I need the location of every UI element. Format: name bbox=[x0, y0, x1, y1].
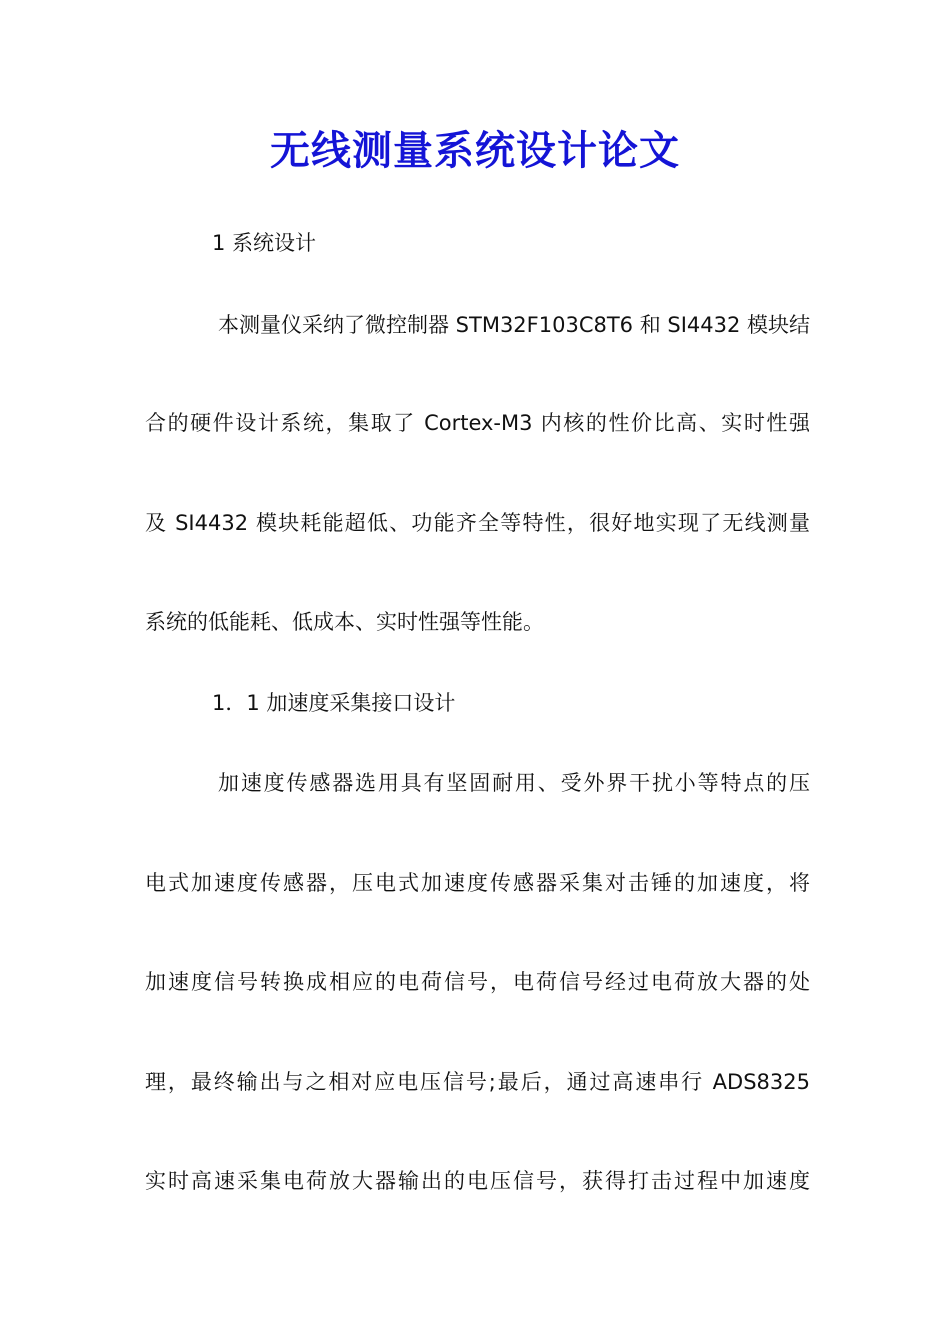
section-heading: 1 系统设计 bbox=[212, 231, 317, 255]
paragraph-line: 合的硬件设计系统，集取了 Cortex-M3 内核的性价比高、实时性强 bbox=[145, 411, 810, 435]
paragraph-line: 本测量仪采纳了微控制器 STM32F103C8T6 和 SI4432 模块结 bbox=[218, 313, 810, 337]
paragraph-line: 加速度传感器选用具有坚固耐用、受外界干扰小等特点的压 bbox=[218, 771, 810, 795]
paragraph-line: 理，最终输出与之相对应电压信号;最后，通过高速串行 ADS8325 bbox=[145, 1070, 810, 1094]
paragraph-line: 加速度信号转换成相应的电荷信号，电荷信号经过电荷放大器的处 bbox=[145, 970, 810, 994]
paragraph-line: 电式加速度传感器，压电式加速度传感器采集对击锤的加速度，将 bbox=[145, 871, 810, 895]
subsection-heading: 1．1 加速度采集接口设计 bbox=[212, 691, 456, 715]
document-title: 无线测量系统设计论文 bbox=[270, 127, 680, 174]
paragraph-line: 实时高速采集电荷放大器输出的电压信号，获得打击过程中加速度 bbox=[145, 1169, 810, 1193]
paragraph-line: 系统的低能耗、低成本、实时性强等性能。 bbox=[145, 610, 544, 634]
paragraph-line: 及 SI4432 模块耗能超低、功能齐全等特性，很好地实现了无线测量 bbox=[145, 511, 810, 535]
